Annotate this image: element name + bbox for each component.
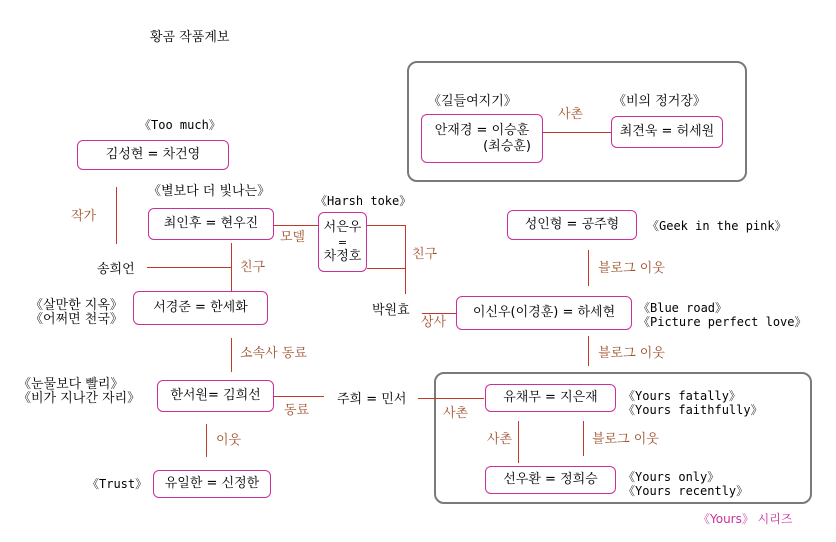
work-title: 《Blue road》 [638,301,728,315]
node-label: 유일한 = 신정한 [164,476,260,491]
relation-label: 소속사 동료 [240,346,307,361]
node-label: 안재경 = 이승훈 [434,122,530,138]
work-title: 《별보다 더 빛나는》 [148,184,271,199]
node-kim-seonghyeon [77,140,229,170]
series-label: 《Yours》 시리즈 [698,512,793,526]
work-title: 《길들여지기》 [428,94,517,109]
work-title: 《Yours only》 [623,470,720,484]
relation-label: 모델 [280,230,306,245]
connector-line [518,421,519,463]
node-an-jaegyeong [421,114,543,163]
work-title: 《살만한 지옥》 [30,298,123,313]
relation-label: 사촌 [443,406,469,421]
connector-line [422,313,456,314]
node-label: (최승훈) [483,138,531,154]
person-song-huieon: 송희언 [97,262,135,277]
node-label: 한서원= 김희선 [170,388,261,403]
page-title: 황곰 작품계보 [150,30,230,45]
connector-line [418,398,484,399]
connector-line [405,225,406,294]
connector-line [206,424,207,457]
connector-line [588,250,589,286]
node-choi-inhu [148,208,274,240]
node-label: 성인형 = 공주형 [524,217,620,232]
relation-label: 블로그 이웃 [598,346,665,361]
relation-label: 작가 [71,209,97,224]
work-title: 《Trust》 [87,477,148,491]
connector-line [116,187,117,244]
connector-line [231,338,232,372]
node-label: 차정호 [323,248,362,264]
node-seon-uhwan [485,466,616,494]
connector-line [543,132,611,133]
node-label: 김성현 = 차건영 [105,147,201,162]
person-park-wonhyo: 박원효 [372,303,410,318]
work-title: 《Too much》 [139,118,221,132]
connector-line [274,225,318,226]
node-seo-eunwoo [318,212,367,272]
node-label: 서은우 [323,219,362,235]
node-lee-sinwoo [456,296,632,330]
connector-line [147,267,231,268]
work-title: 《Picture perfect love》 [638,315,807,329]
node-label: 유채무 = 지은재 [503,390,598,405]
node-seo-gyeongjun [133,291,268,325]
work-title: 《Harsh toke》 [315,194,412,208]
connector-line [231,243,232,291]
node-han-seowon [157,380,274,412]
relation-label: 이웃 [216,433,242,448]
work-title: 《Yours faithfully》 [623,403,763,417]
node-label: 최인후 = 현우진 [163,216,259,231]
node-choi-gyeonuk [611,116,723,148]
connector-line [367,268,405,269]
connector-line [583,421,584,456]
relation-label: 동료 [284,403,310,418]
relation-label: 사촌 [487,432,513,447]
relation-label: 블로그 이웃 [598,261,665,276]
node-label: 이신우(이경훈) = 하세현 [472,305,616,320]
work-title: 《어쩌면 천국》 [30,312,123,327]
node-yu-chaemu [485,384,616,412]
node-label: 최견욱 = 허세원 [619,124,715,139]
connector-line [367,225,405,226]
work-title: 《비가 지나간 자리》 [18,391,141,406]
node-label: 서경준 = 한세화 [153,300,248,315]
person-juhui-minseo: 주희 = 민서 [337,392,407,407]
work-title: 《Yours fatally》 [623,389,741,403]
node-label: 선우환 = 정희승 [503,472,598,487]
node-seong-inhyeong [507,210,637,240]
relation-label: 상사 [421,315,447,330]
node-label: = [337,235,348,249]
relation-label: 친구 [240,260,266,275]
relation-label: 친구 [412,247,438,262]
work-title: 《Geek in the pink》 [647,219,787,233]
connector-line [588,336,589,366]
connector-line [274,396,324,397]
relation-label: 사촌 [558,107,584,122]
work-title: 《비의 정거장》 [613,94,706,109]
work-title: 《Yours recently》 [623,484,749,498]
relation-label: 블로그 이웃 [592,432,659,447]
node-yu-ilhan [153,470,271,498]
work-title: 《눈물보다 빨리》 [18,377,124,392]
